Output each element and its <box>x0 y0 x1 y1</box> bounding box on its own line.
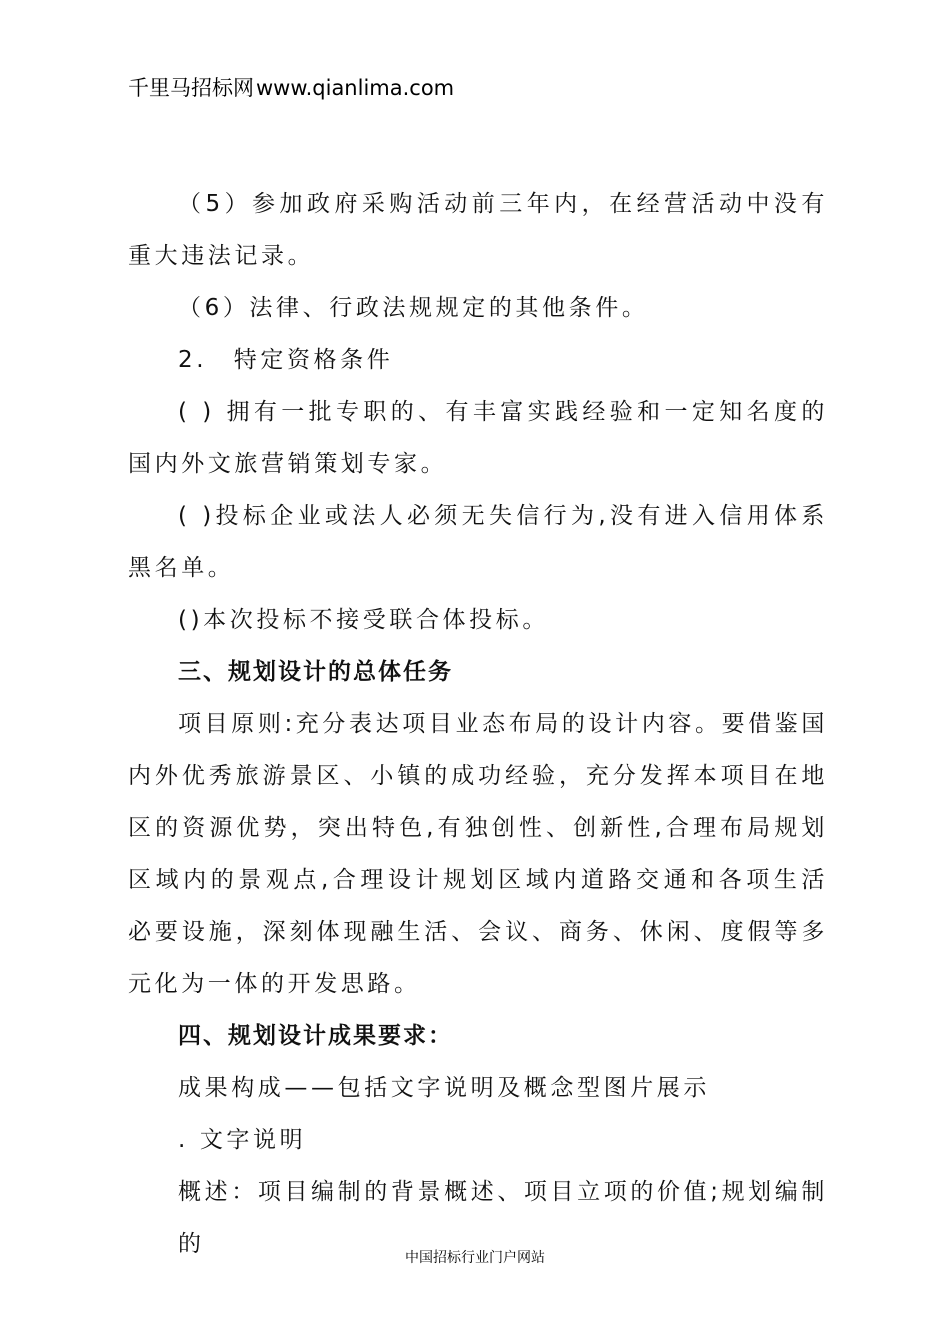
paragraph-deliverable-composition: 成果构成——包括文字说明及概念型图片展示 <box>178 1075 710 1101</box>
document-body <box>128 178 828 1270</box>
paragraph-credit: ( )投标企业或法人必须无失信行为,没有进入信用体系黑名单。 <box>128 503 828 581</box>
paragraph-condition-6: （6）法律、行政法规规定的其他条件。 <box>178 295 649 321</box>
site-url[interactable]: www.qianlima.com <box>256 76 455 100</box>
section-heading-overall-task: 三、规划设计的总体任务 <box>178 659 453 685</box>
page-footer: 中国招标行业门户网站 <box>405 1250 545 1266</box>
site-header <box>128 72 454 102</box>
paragraph-condition-5: （5）参加政府采购活动前三年内，在经营活动中没有重大违法记录。 <box>128 191 828 269</box>
paragraph-overview: 概述：项目编制的背景概述、项目立项的价值;规划编制的 <box>178 1179 828 1257</box>
section-heading-deliverables: 四、规划设计成果要求： <box>178 1023 453 1049</box>
paragraph-project-principle: 项目原则:充分表达项目业态布局的设计内容。要借鉴国内外优秀旅游景区、小镇的成功经验，充分发挥本项目在地区的资源优势，突出特色,有独创性、创新性,合理布局规划区域内的景观点,合理设计规划区域内道路交通和各项生活必要设施，深刻体现融生活、会议、商务、休闲、度假等多元化为一体的开发思路。 <box>128 711 828 997</box>
paragraph-experts: ( ) 拥有一批专职的、有丰富实践经验和一定知名度的国内外文旅营销策划专家。 <box>128 399 828 477</box>
paragraph-specific-qualification: 2. 特定资格条件 <box>178 347 394 373</box>
paragraph-text-description: . 文字说明 <box>178 1127 307 1153</box>
paragraph-consortium: ()本次投标不接受联合体投标。 <box>178 607 549 633</box>
site-brand: 千里马招标网 <box>128 76 254 100</box>
